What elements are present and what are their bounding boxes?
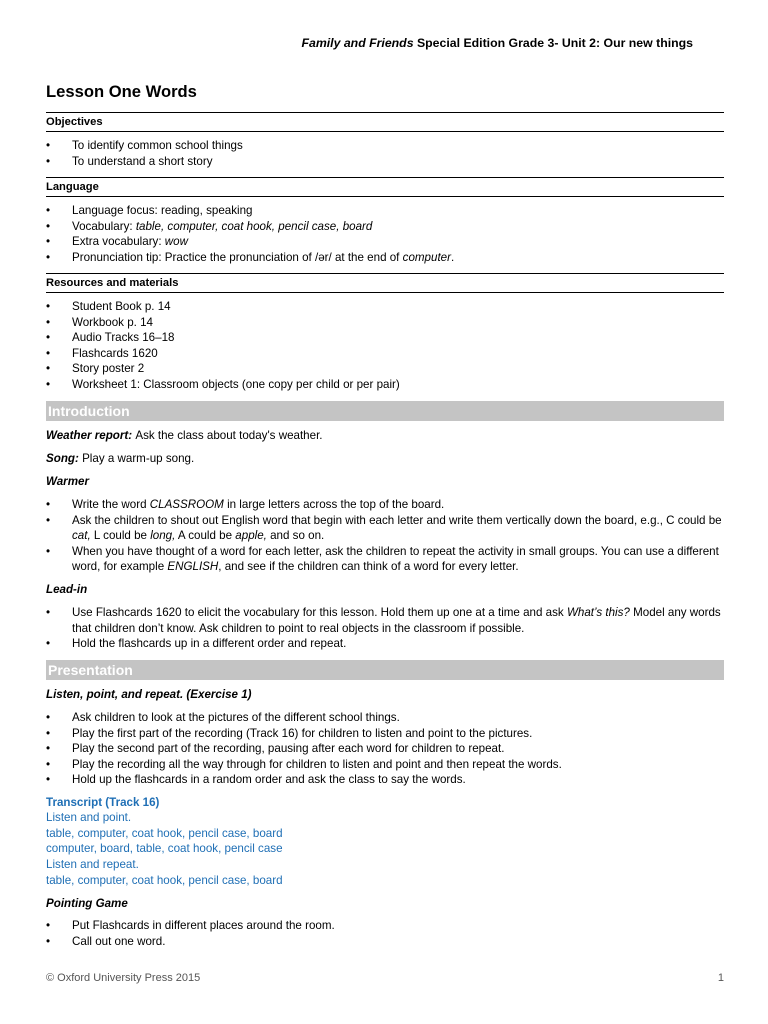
list-item: • Hold the flashcards up in a different order and repeat.: [46, 636, 724, 652]
page-number: 1: [717, 972, 724, 984]
text-run: , and see if the children can think of a word for every letter.: [218, 560, 519, 573]
list-item: • Hold up the flashcards in a random order and ask the class to say the words.: [46, 772, 724, 788]
language-list: [46, 203, 724, 265]
italic-run: What’s this?: [566, 606, 630, 619]
list-item: • Audio Tracks 16–18: [46, 330, 724, 346]
list-item: • Play the recording all the way through for children to listen and point and then repeat the words.: [46, 757, 724, 773]
italic-run: apple,: [235, 529, 267, 542]
pointing-game-heading: Pointing Game: [46, 897, 128, 910]
list-item: [46, 250, 724, 266]
list-item: [46, 513, 724, 544]
vocabulary-label: Vocabulary:: [72, 219, 136, 233]
extra-vocabulary-word: wow: [164, 235, 188, 248]
list-item: [46, 219, 724, 235]
vocabulary-words: table, computer, coat hook, pencil case, board: [135, 219, 373, 233]
introduction-band: Introduction: [46, 401, 724, 421]
objectives-heading: Objectives: [46, 112, 724, 132]
header-unit-title: Special Edition Grade 3- Unit 2: Our new things: [413, 36, 693, 50]
list-item: • To understand a short story: [46, 154, 724, 170]
list-item: • Worksheet 1: Classroom objects (one copy per child or per pair): [46, 377, 724, 393]
transcript-line: table, computer, coat hook, pencil case, board: [46, 874, 283, 887]
list-item: • Put Flashcards in different places around the room.: [46, 918, 724, 934]
transcript-line: table, computer, coat hook, pencil case, board: [46, 827, 283, 840]
pronunciation-word: computer: [402, 250, 451, 264]
list-item: [46, 544, 724, 575]
list-item: [46, 497, 724, 513]
text-run: Use Flashcards 1620 to elicit the vocabulary for this lesson. Hold them up one at a time and ask: [72, 606, 567, 619]
header-series-title: Family and Friends: [301, 36, 414, 50]
list-item: • Call out one word.: [46, 934, 724, 950]
list-item: • Language focus: reading, speaking: [46, 203, 724, 219]
exercise-heading: Listen, point, and repeat. (Exercise 1): [46, 688, 252, 701]
italic-run: long,: [150, 529, 176, 542]
objectives-list: [46, 138, 724, 169]
italic-run: cat,: [72, 529, 91, 542]
song-label: Song:: [46, 452, 83, 465]
text-run: L could be: [90, 529, 151, 542]
text-run: Ask the children to shout out English word that begin with each letter and write them vertically down the board, e.g., C could be: [72, 513, 722, 527]
leadin-heading: Lead-in: [46, 583, 88, 596]
italic-run: ENGLISH: [167, 560, 219, 573]
list-item: • Workbook p. 14: [46, 315, 724, 331]
text-run: in large letters across the top of the board.: [223, 498, 445, 511]
lesson-title: Lesson One Words: [46, 82, 197, 101]
presentation-list: [46, 710, 724, 788]
resources-list: [46, 299, 724, 392]
list-item: [46, 605, 724, 636]
extra-vocabulary-label: Extra vocabulary:: [72, 235, 165, 248]
song: [46, 451, 724, 467]
list-item: • Play the second part of the recording, pausing after each word for children to repeat.: [46, 741, 724, 757]
page-header: [46, 36, 693, 50]
list-item: • Play the first part of the recording (Track 16) for children to listen and point to the pictures.: [46, 726, 724, 742]
list-item: • To identify common school things: [46, 138, 724, 154]
pronunciation-tip: Pronunciation tip: Practice the pronunciation of /ər/ at the end of: [72, 250, 403, 264]
warmer-list: [46, 497, 724, 575]
transcript-line: computer, board, table, coat hook, pencil case: [46, 842, 283, 855]
transcript-line: Listen and repeat.: [46, 858, 139, 871]
warmer-heading: Warmer: [46, 475, 89, 488]
text-run: A could be: [175, 529, 236, 542]
weather-report: [46, 428, 724, 444]
text-run: Write the word: [72, 498, 150, 511]
presentation-band: Presentation: [46, 660, 724, 680]
text-run: and so on.: [266, 529, 325, 542]
transcript-line: Listen and point.: [46, 811, 132, 824]
list-item: • Flashcards 1620: [46, 346, 724, 362]
weather-text: Ask the class about today's weather.: [135, 429, 323, 442]
resources-heading: Resources and materials: [46, 273, 724, 293]
punctuation: .: [450, 250, 455, 264]
list-item: [46, 234, 724, 250]
leadin-list: [46, 605, 724, 652]
pointing-game-list: [46, 918, 724, 949]
text-run: Model any words that children don’t know. Ask children to point to real objects in the classroom if possible.: [72, 606, 721, 635]
list-item: • Story poster 2: [46, 361, 724, 377]
text-run: When you have thought of a word for each letter, ask the children to repeat the activity in small groups. You can use a different word, for example: [72, 544, 719, 573]
list-item: • Student Book p. 14: [46, 299, 724, 315]
transcript-heading: Transcript (Track 16): [46, 796, 160, 809]
italic-run: CLASSROOM: [149, 498, 224, 511]
song-text: Play a warm-up song.: [82, 452, 195, 465]
weather-label: Weather report:: [46, 429, 136, 442]
language-heading: Language: [46, 177, 724, 197]
copyright-footer: © Oxford University Press 2015: [46, 972, 201, 984]
list-item: • Ask children to look at the pictures of the different school things.: [46, 710, 724, 726]
